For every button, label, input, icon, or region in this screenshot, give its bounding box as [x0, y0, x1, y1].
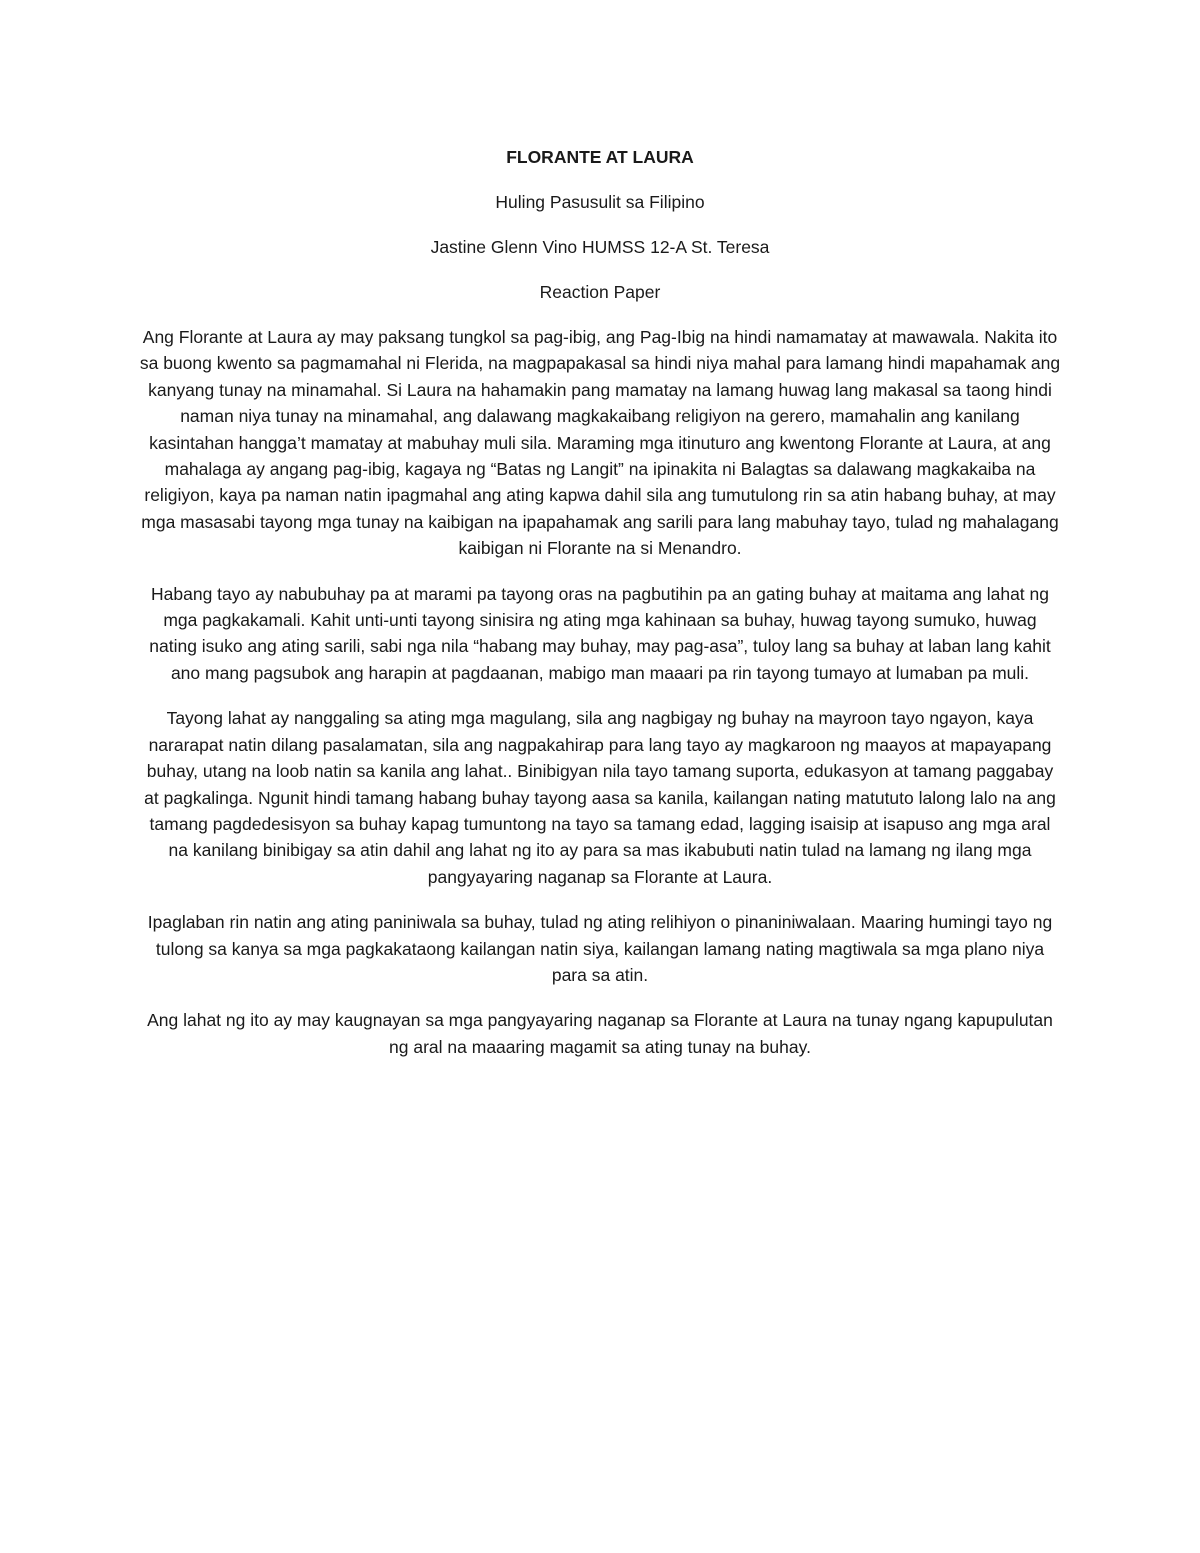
paragraph-2: Habang tayo ay nabubuhay pa at marami pa tayong oras na pagbutihin pa an gating buhay at maitama ang lahat ng mga pagkakamali. Kahit unti-unti tayong sinisira ng ating mga kahinaan sa buhay, huwag tayong sumuko, huwag nating isuko ang ating sarili, sabi nga nila “habang may buhay, may pag-asa”, tuloy lang sa buhay at laban lang kahit ano mang pagsubok ang harapin at pagdaanan, mabigo man maaari pa rin tayong tumayo at lumaban pa muli.: [149, 583, 1051, 683]
document-subtitle: Huling Pasusulit sa Filipino: [495, 192, 705, 212]
document-title: FLORANTE AT LAURA: [506, 147, 694, 167]
author-line: Jastine Glenn Vino HUMSS 12-A St. Teresa: [430, 237, 770, 257]
paragraph-1: Ang Florante at Laura ay may paksang tungkol sa pag-ibig, ang Pag-Ibig na hindi namamatay at mawawala. Nakita ito sa buong kwento sa pagmamahal ni Flerida, na magpapakasal sa hindi niya mahal para lamang hindi mapahamak ang kanyang tunay na minamahal. Si Laura na hahamakin pang mamatay na lamang huwag lang makasal sa taong hindi naman niya tunay na minamahal, ang dalawang magkakaibang religiyon na gerero, mamahalin ang kanilang kasintahan hangga’t mamatay at mabuhay muli sila. Maraming mga itinuturo ang kwentong Florante at Laura, at ang mahalaga ay angang pag-ibig, kagaya ng “Batas ng Langit” na ipinakita ni Balagtas sa dalawang magkakaiba na religiyon, kaya pa naman natin ipagmahal ang ating kapwa dahil sila ang tumutulong rin sa atin habang buhay, at may mga masasabi tayong mga tunay na kaibigan na ipapahamak ang sarili para lang mabuhay tayo, tulad ng mahalagang kaibigan ni Florante na si Menandro.: [139, 327, 1061, 559]
paragraph-3: Tayong lahat ay nanggaling sa ating mga magulang, sila ang nagbigay ng buhay na mayroon tayo ngayon, kaya nararapat natin dilang pasalamatan, sila ang nagpakahirap para lang tayo ay magkaroon ng maayos at mapayapang buhay, utang na loob natin sa kanila ang lahat.. Binibigyan nila tayo tamang suporta, edukasyon at tamang paggabay at pagkalinga. Ngunit hindi tamang habang buhay tayong aasa sa kanila, kailangan nating matututo lalong lalo na ang tamang pagdedesisyon sa buhay kapag tumuntong na tayo sa tamang edad, lagging isaisip at isapuso ang mga aral na kanilang binibigay sa atin dahil ang lahat ng ito ay para sa mas ikabubuti natin tulad na lamang ng ilang mga pangyayaring naganap sa Florante at Laura.: [144, 708, 1056, 887]
paragraph-5: Ang lahat ng ito ay may kaugnayan sa mga pangyayaring naganap sa Florante at Laura na tunay ngang kapupulutan ng aral na maaaring magamit sa ating tunay na buhay.: [147, 1010, 1053, 1057]
paragraph-4: Ipaglaban rin natin ang ating paniniwala sa buhay, tulad ng ating relihiyon o pinaniniwalaan. Maaring humingi tayo ng tulong sa kanya sa mga pagkakataong kailangan natin siya, kailangan lamang nating magtiwala sa mga plano niya para sa atin.: [147, 912, 1053, 985]
document-body: [138, 144, 1062, 1079]
paper-type: Reaction Paper: [539, 282, 661, 302]
